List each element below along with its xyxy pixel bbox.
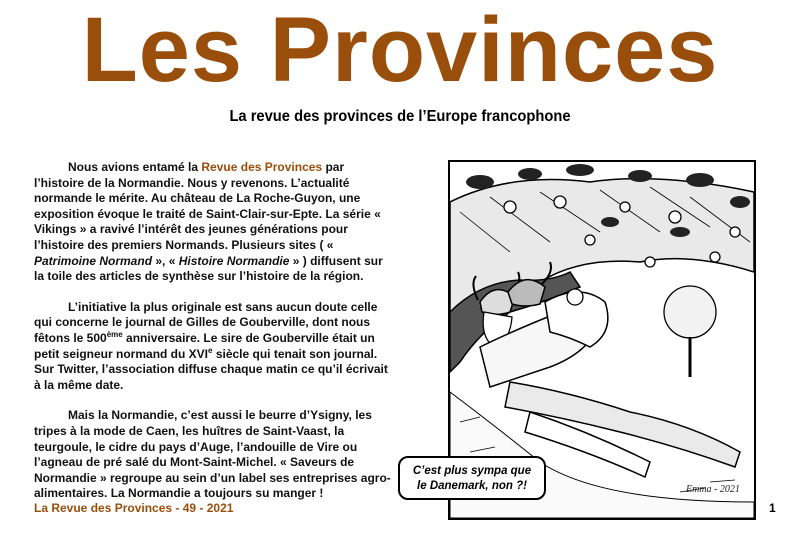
bubble-line-2: le Danemark, non ?! <box>417 480 527 492</box>
site-patrimoine: Patrimoine Normand <box>34 253 153 268</box>
article-body <box>34 160 394 517</box>
paragraph-1: Nous avions entamé la Revue des Provinces par l’histoire de la Normandie. Nous y revenons. L’actualité normande le mérite. Au château de La Roche-Guyon, une exposition évoque le traité de Saint-Clair-sur-Epte. La série « Vikings » a ravivé l’intérêt des jeunes générations pour l’histoire des premiers Normands. Plusieurs sites ( « Patrimoine Normand », « Histoire Normandie » ) diffusent sur la toile des articles de synthèse sur l’histoire de la région. <box>34 160 383 284</box>
site-histoire: Histoire Normandie <box>178 253 290 268</box>
footer-issue: La Revue des Provinces - 49 - 2021 <box>34 501 234 515</box>
paragraph-2: L’initiative la plus originale est sans aucun doute celle qui concerne le journal de Gilles de Gouberville, dont nous fêtons le 500ème anniversaire. Le sire de Gouberville était un petit seigneur normand du XVIe siècle qui tenait son journal. Sur Twitter, l’association diffuse chaque matin ce qu’il écrivait à la même date. <box>34 299 388 392</box>
speech-bubble <box>398 456 546 500</box>
page-number: 1 <box>769 501 776 515</box>
paragraph-3: Mais la Normandie, c’est aussi le beurre d’Ysigny, les tripes à la mode de Caen, les huîtres de Saint-Vaast, la teurgoule, le cidre du pays d’Auge, l’andouille de Vire ou l’agneau de pré salé du Mont-Saint-Michel. « Saveurs de Normandie » regroupe au sein d’un label ses entreprises agro-alimentaires. La Normandie a toujours su manger ! <box>34 408 391 501</box>
revue-link: Revue des Provinces <box>201 160 323 174</box>
masthead-title: Les Provinces <box>81 0 719 101</box>
bubble-line-1: C’est plus sympa que <box>412 465 532 477</box>
artist-signature: Emma - 2021 <box>686 484 740 495</box>
masthead-subtitle: La revue des provinces de l’Europe francophone <box>229 108 571 125</box>
